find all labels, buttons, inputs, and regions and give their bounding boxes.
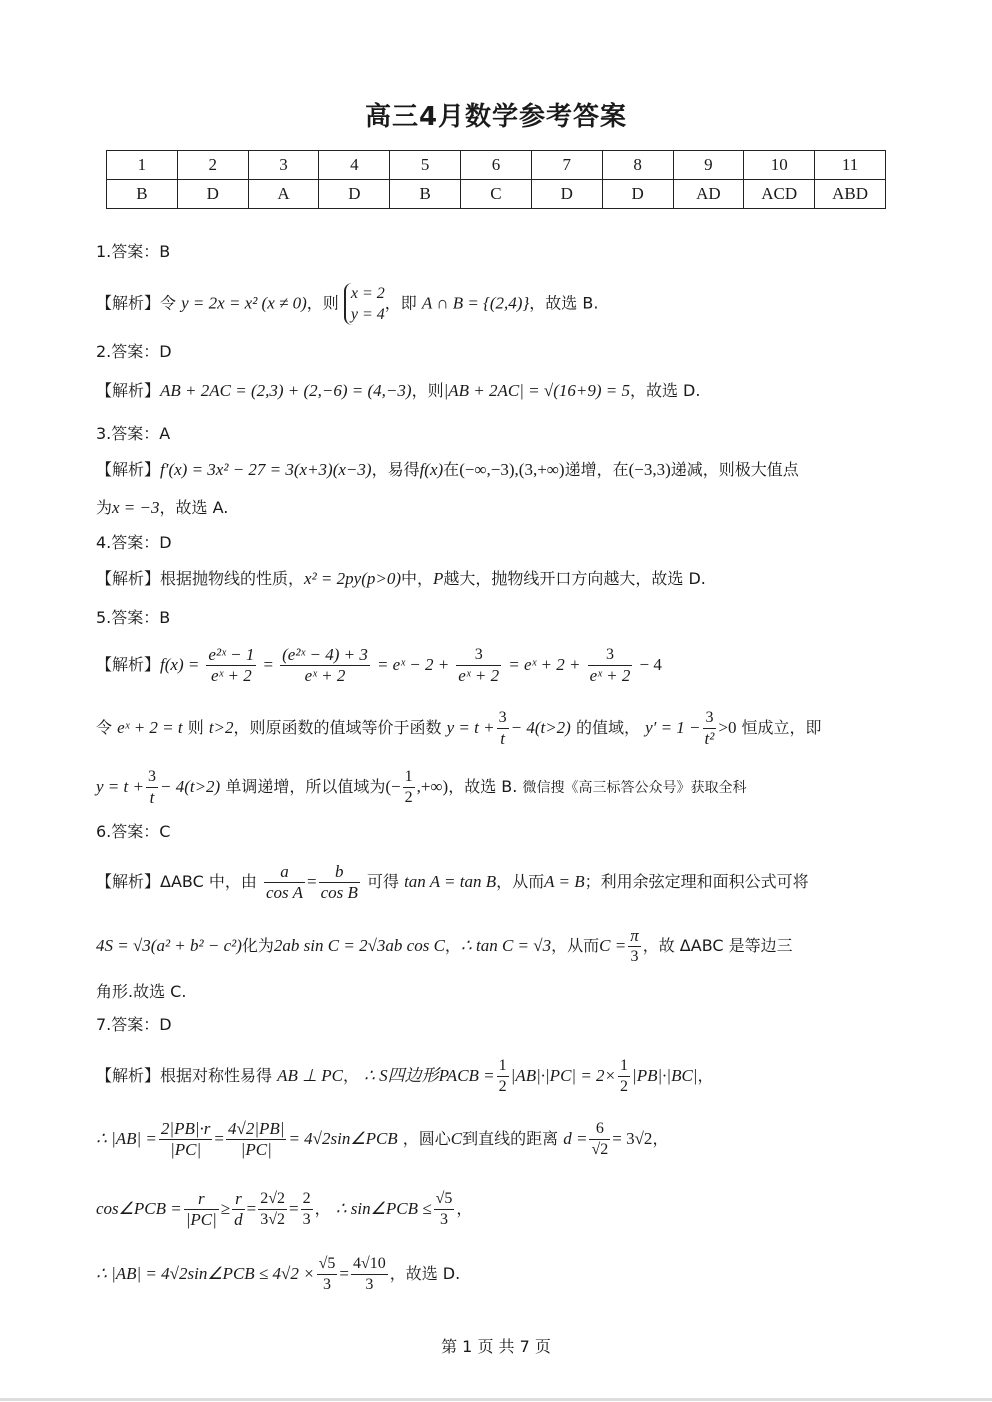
fraction: [628, 926, 641, 967]
fraction-numerator: 4√2|PB|: [227, 1119, 285, 1138]
formula: AB ⊥ PC: [277, 1066, 343, 1085]
fraction: [301, 1189, 313, 1230]
fraction-denominator: eˣ + 2: [458, 666, 500, 685]
formula: C: [450, 1129, 463, 1148]
solution-text: ，则原函数的值域等价于函数: [233, 718, 442, 737]
fraction: [456, 645, 501, 686]
formula: (−∞,−3),(3,+∞): [459, 460, 565, 479]
fraction-denominator: t: [149, 788, 155, 807]
wechat-note: 微信搜《高三标答公众号》获取全科: [522, 780, 747, 796]
solution-text: ，从而: [496, 872, 545, 891]
formula: y = t +: [446, 718, 495, 737]
question-number: 2: [177, 151, 248, 180]
solution-text: ，: [456, 1199, 473, 1218]
fraction-numerator: 2: [301, 1189, 313, 1210]
fraction-numerator: 1: [403, 767, 415, 788]
formula: = eˣ + 2 +: [508, 655, 581, 674]
formula: >0: [718, 718, 737, 737]
fraction: [206, 645, 256, 686]
fraction-denominator: 3√2: [260, 1211, 286, 1228]
solution-tag: 【解析】: [96, 293, 161, 313]
q2-answer: 2.答案：D: [96, 342, 172, 361]
question-number: 1: [107, 151, 178, 180]
system-row: x = 2: [350, 285, 385, 302]
fraction: [319, 862, 360, 903]
solution-text: 在: [443, 460, 460, 479]
formula: A = B: [544, 872, 585, 891]
answer-cell: D: [319, 180, 390, 209]
formula: = 3√2: [612, 1129, 653, 1148]
fraction: [703, 708, 717, 749]
answer-cell: ACD: [744, 180, 815, 209]
q3-answer: 3.答案：A: [96, 424, 171, 443]
question-number: 3: [248, 151, 319, 180]
fraction-denominator: 2: [620, 1078, 629, 1095]
fraction-numerator: 4√10: [351, 1254, 388, 1275]
fraction-numerator: 3: [146, 767, 158, 788]
fraction-numerator: 1: [618, 1056, 630, 1077]
question-number: 8: [602, 151, 673, 180]
solution-text: ，: [342, 1066, 359, 1085]
fraction: [497, 708, 509, 749]
fraction-numerator: 2|PB|·r: [160, 1119, 211, 1138]
q3-solution-line1: [96, 459, 906, 481]
solution-text: 可得: [366, 872, 399, 891]
solution-tag: 【解析】: [96, 460, 161, 479]
formula: tan A = tan B: [404, 872, 497, 891]
formula: ∴ tan C = √3: [460, 936, 552, 955]
answer-cell: B: [390, 180, 461, 209]
formula: f′(x) = 3x² − 27 = 3(x+3)(x−3): [160, 460, 372, 479]
formula: ≥: [220, 1199, 231, 1218]
q3-solution-line2: [96, 497, 906, 519]
formula: y = 2x = x² (x ≠ 0): [181, 293, 307, 313]
formula: ∴ |AB| =: [96, 1129, 157, 1148]
fraction-numerator: 3: [497, 708, 509, 729]
fraction: [280, 645, 370, 686]
formula: |AB + 2AC| = √(16+9) = 5: [443, 381, 630, 400]
fraction-numerator: √5: [434, 1189, 455, 1210]
fraction-denominator: d: [234, 1210, 243, 1229]
formula: − 4(t>2): [510, 718, 571, 737]
solution-tag: 【解析】: [96, 381, 161, 400]
formula: ∴ S四边形PACB =: [364, 1066, 495, 1085]
question-number: 7: [531, 151, 602, 180]
page-footer: 第 1 页 共 7 页: [441, 1337, 551, 1356]
formula: ,+∞): [416, 777, 449, 796]
solution-text: ΔABC 中，由: [160, 872, 257, 891]
fraction: [589, 1119, 610, 1160]
fraction-numerator: 3: [588, 645, 633, 666]
formula: A ∩ B = {(2,4)}: [421, 293, 530, 313]
answer-cell: D: [531, 180, 602, 209]
formula: =: [339, 1264, 349, 1283]
fraction: [434, 1189, 455, 1230]
fraction-denominator: t: [500, 729, 505, 748]
solution-text: ，故 ΔABC 是等边三: [642, 936, 793, 955]
solution-tag: 【解析】: [96, 1066, 161, 1085]
solution-text: ，: [314, 1199, 331, 1218]
formula: C =: [599, 936, 627, 955]
q1-solution: [96, 283, 906, 325]
fraction: [588, 645, 633, 686]
solution-text: 到直线的距离: [462, 1129, 559, 1148]
q5-solution-line2: [96, 708, 906, 749]
solution-text: ，即: [384, 293, 417, 313]
fraction: [226, 1119, 286, 1160]
formula: = 4√2sin∠PCB: [288, 1129, 398, 1148]
solution-text: ，圆心: [402, 1129, 451, 1148]
fraction: [146, 767, 158, 808]
formula: =: [289, 1199, 299, 1218]
fraction: [264, 862, 305, 903]
formula: AB + 2AC = (2,3) + (2,−6) = (4,−3): [160, 381, 412, 400]
solution-text: 令: [160, 293, 177, 313]
formula: − 4(t>2): [159, 777, 221, 796]
answer-cell: D: [177, 180, 248, 209]
solution-text: 化为: [241, 936, 274, 955]
fraction-denominator: |PC|: [185, 1210, 217, 1229]
formula: 4S = √3(a² + b² − c²): [96, 936, 242, 955]
formula: |AB|·|PC| = 2×: [510, 1066, 617, 1085]
fraction-numerator: 3: [703, 708, 717, 729]
q6-solution-line1: [96, 862, 906, 903]
solution-tag: 【解析】: [96, 872, 161, 891]
q5-solution-line3: [96, 767, 906, 808]
q6-answer: 6.答案：C: [96, 822, 171, 841]
fraction-denominator: cos B: [320, 883, 358, 902]
formula: = eˣ − 2 +: [376, 655, 450, 674]
solution-tag: 【解析】: [96, 569, 161, 588]
fraction: [258, 1189, 287, 1230]
fraction-denominator: 3: [439, 1211, 448, 1228]
formula: f(x) =: [160, 655, 200, 674]
fraction-denominator: 2: [498, 1078, 507, 1095]
q7-solution-line3: [96, 1189, 906, 1230]
formula: − 4: [639, 655, 662, 674]
fraction-denominator: eˣ + 2: [210, 666, 252, 685]
formula: t>2: [208, 718, 234, 737]
fraction-numerator: π: [630, 926, 639, 945]
formula: =: [306, 872, 317, 891]
formula: x² = 2py(p>0): [304, 569, 401, 588]
formula: y = t +: [96, 777, 144, 796]
solution-text: 的值域，: [575, 718, 640, 737]
fraction-denominator: 3: [302, 1211, 311, 1228]
formula: x = −3: [112, 498, 160, 517]
solution-text: ，则: [306, 293, 339, 313]
fraction: [618, 1056, 630, 1097]
question-number: 5: [390, 151, 461, 180]
formula: ∴ |AB| = 4√2sin∠PCB ≤ 4√2 ×: [96, 1264, 315, 1283]
fraction-numerator: √5: [317, 1254, 338, 1275]
answer-table-header-row: [107, 151, 886, 180]
fraction-denominator: √2: [591, 1141, 609, 1158]
solution-text: ，故选 D.: [389, 1264, 461, 1283]
fraction-denominator: 3: [365, 1276, 374, 1293]
question-number: 4: [319, 151, 390, 180]
q6-solution-line3: 角形.故选 C.: [96, 982, 187, 1001]
solution-text: ，故选 B.: [529, 293, 599, 313]
fraction-numerator: 6: [589, 1119, 610, 1140]
q7-solution-line2: [96, 1119, 906, 1160]
fraction: [497, 1056, 509, 1097]
fraction-numerator: 2√2: [258, 1189, 287, 1210]
q5-solution-line1: [96, 645, 906, 686]
fraction: [403, 767, 415, 808]
formula: f(x): [419, 460, 444, 479]
system-row: y = 4: [350, 306, 385, 323]
solution-text: 根据抛物线的性质，: [160, 569, 305, 588]
q1-answer: 1.答案：B: [96, 242, 171, 261]
formula: =: [246, 1199, 257, 1218]
fraction-denominator: 2: [404, 789, 413, 806]
q4-answer: 4.答案：D: [96, 533, 172, 552]
solution-text: ，故选 D.: [629, 381, 701, 400]
formula: (−: [385, 777, 401, 796]
solution-text: ；利用余弦定理和面积公式可将: [584, 872, 809, 891]
formula: =: [214, 1129, 224, 1148]
fraction: [159, 1119, 212, 1160]
fraction: [351, 1254, 388, 1295]
formula: P: [433, 569, 444, 588]
solution-text: 恒成立，即: [741, 718, 822, 737]
fraction-denominator: t²: [704, 729, 715, 748]
solution-text: 中，: [400, 569, 433, 588]
solution-text: ，故选 A.: [159, 498, 229, 517]
answer-cell: AD: [673, 180, 744, 209]
fraction-numerator: a: [264, 862, 305, 883]
answer-table-answer-row: [107, 180, 886, 209]
q2-solution: [96, 380, 906, 402]
answer-cell: ABD: [815, 180, 886, 209]
solution-text: ，: [697, 1066, 714, 1085]
formula: eˣ + 2 = t: [117, 718, 183, 737]
question-number: 10: [744, 151, 815, 180]
solution-text: 递增，在: [564, 460, 629, 479]
solution-text: ，从而: [551, 936, 600, 955]
solution-text: 递减，则极大值点: [670, 460, 799, 479]
fraction: [317, 1254, 338, 1295]
fraction: [232, 1189, 245, 1230]
fraction-denominator: eˣ + 2: [589, 666, 631, 685]
solution-text: 则: [187, 718, 204, 737]
formula: |PB|·|BC|: [632, 1066, 698, 1085]
answer-cell: C: [461, 180, 532, 209]
fraction-numerator: e²ˣ − 1: [208, 645, 255, 664]
solution-text: ，易得: [371, 460, 420, 479]
formula: (−3,3): [628, 460, 671, 479]
formula: ∴ sin∠PCB ≤: [335, 1199, 432, 1218]
answer-cell: D: [602, 180, 673, 209]
q5-answer: 5.答案：B: [96, 608, 171, 627]
equation-system: [344, 283, 385, 325]
formula: cos∠PCB =: [96, 1199, 182, 1218]
fraction-denominator: |PC|: [170, 1140, 202, 1159]
fraction-numerator: 3: [456, 645, 501, 666]
formula: 2ab sin C = 2√3ab cos C: [273, 936, 445, 955]
solution-text: ，: [652, 1129, 669, 1148]
formula: d =: [563, 1129, 588, 1148]
page-title: 高三4月数学参考答案: [364, 102, 628, 132]
fraction-numerator: b: [319, 862, 360, 883]
q7-answer: 7.答案：D: [96, 1015, 172, 1034]
fraction-denominator: eˣ + 2: [304, 666, 346, 685]
formula: y′ = 1 −: [645, 718, 701, 737]
fraction-numerator: 1: [497, 1056, 509, 1077]
solution-text: 单调递增，所以值域为: [225, 777, 386, 796]
fraction-denominator: cos A: [265, 883, 303, 902]
solution-text: 根据对称性易得: [160, 1066, 273, 1085]
q6-solution-line2: [96, 926, 906, 967]
answer-cell: A: [248, 180, 319, 209]
question-number: 6: [461, 151, 532, 180]
question-number: 11: [815, 151, 886, 180]
solution-tag: 【解析】: [96, 655, 161, 674]
solution-text: ，则: [411, 381, 444, 400]
question-number: 9: [673, 151, 744, 180]
fraction-numerator: r: [232, 1189, 245, 1210]
solution-text: 越大，抛物线开口方向越大，故选 D.: [443, 569, 706, 588]
q7-solution-line1: [96, 1056, 906, 1097]
answer-cell: B: [107, 180, 178, 209]
fraction-numerator: r: [184, 1189, 219, 1210]
scan-edge-divider: [0, 1398, 992, 1401]
fraction-numerator: (e²ˣ − 4) + 3: [282, 645, 368, 664]
fraction-denominator: |PC|: [240, 1140, 272, 1159]
q7-solution-line4: [96, 1254, 906, 1295]
fraction-denominator: 3: [322, 1276, 331, 1293]
solution-text: 令: [96, 718, 113, 737]
solution-text: 为: [96, 498, 113, 517]
fraction: [184, 1189, 219, 1230]
fraction-denominator: 3: [630, 948, 639, 965]
solution-text: ，: [444, 936, 461, 955]
q4-solution: [96, 568, 906, 590]
formula: =: [263, 655, 274, 674]
answer-table: [106, 150, 886, 209]
solution-text: ，故选 B.: [448, 777, 518, 796]
